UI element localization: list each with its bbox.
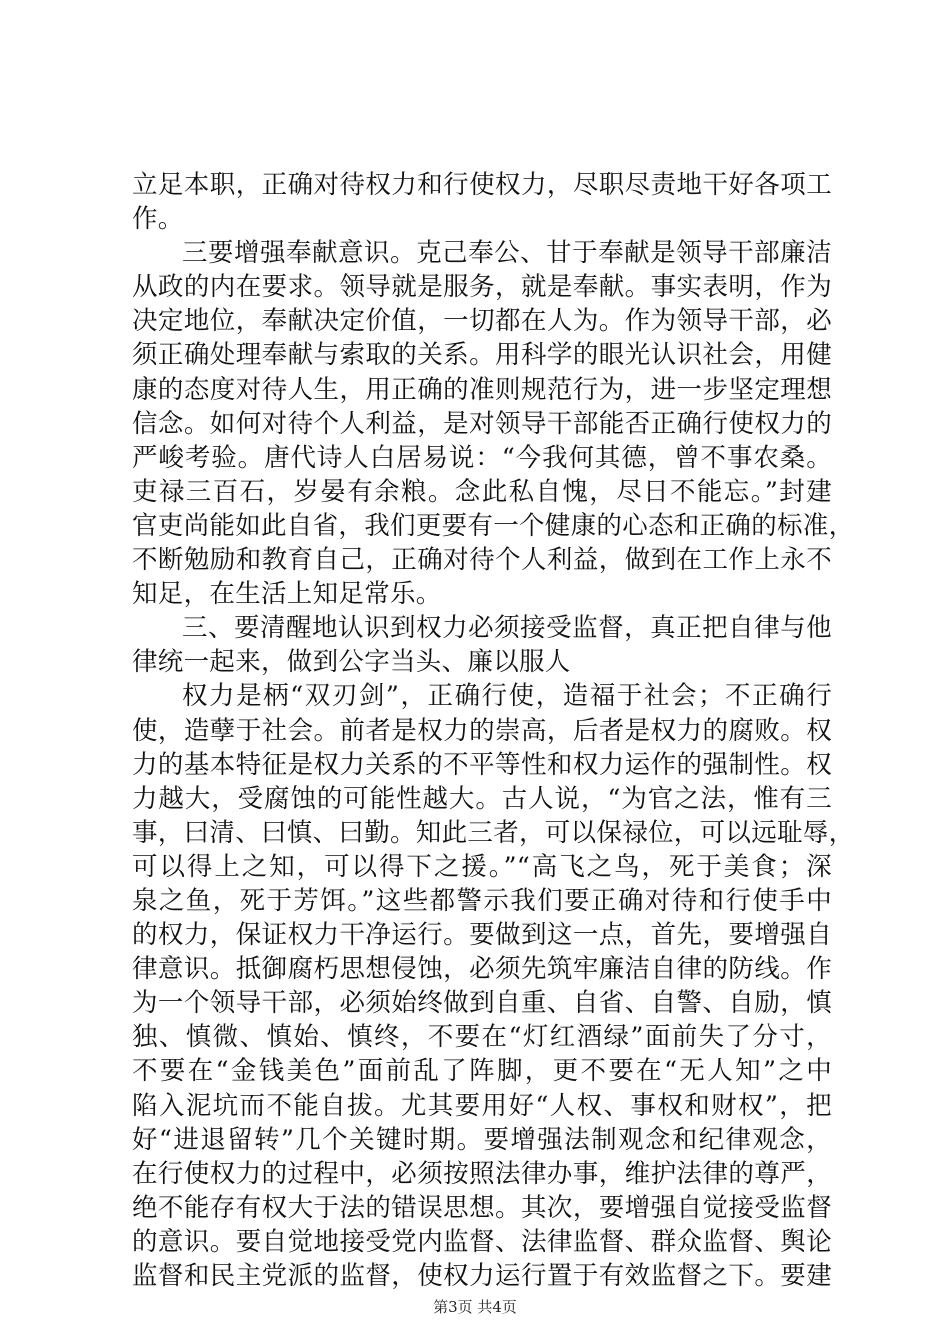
- text-line: 的意识。要自觉地接受党内监督、法律监督、群众监督、舆论: [132, 1226, 832, 1257]
- text-line: 绝不能存有权大于法的错误思想。其次，要增强自觉接受监督: [132, 1192, 832, 1223]
- text-line: 律统一起来，做到公字当头、廉以服人: [132, 647, 571, 678]
- text-line: 事，曰清、曰慎、曰勤。知此三者，可以保禄位，可以远耻辱，: [132, 817, 855, 848]
- text-line: 从政的内在要求。领导就是服务，就是奉献。事实表明，作为: [132, 272, 832, 303]
- text-line: 泉之鱼，死于芳饵。”这些都警示我们要正确对待和行使手中: [132, 885, 832, 916]
- text-line: 独、慎微、慎始、慎终，不要在“灯红酒绿”面前失了分寸，: [132, 1022, 832, 1053]
- text-line: 官吏尚能如此自省，我们更要有一个健康的心态和正确的标准，: [132, 510, 855, 541]
- text-line: 三要增强奉献意识。克己奉公、甘于奉献是领导干部廉洁: [182, 238, 832, 269]
- text-line: 使，造孽于社会。前者是权力的崇高，后者是权力的腐败。权: [132, 715, 832, 746]
- text-line: 力的基本特征是权力关系的不平等性和权力运作的强制性。权: [132, 749, 832, 780]
- text-line: 作。: [132, 204, 184, 235]
- text-line: 律意识。抵御腐朽思想侵蚀，必须先筑牢廉洁自律的防线。作: [132, 954, 832, 985]
- text-line: 知足，在生活上知足常乐。: [132, 579, 442, 610]
- text-line: 力越大，受腐蚀的可能性越大。古人说，“为官之法，惟有三: [132, 783, 832, 814]
- text-line: 好“进退留转”几个关键时期。要增强法制观念和纪律观念，: [132, 1124, 832, 1155]
- text-line: 在行使权力的过程中，必须按照法律办事，维护法律的尊严，: [132, 1158, 832, 1189]
- text-line: 严峻考验。唐代诗人白居易说：“今我何其德，曾不事农桑。: [132, 442, 832, 473]
- text-line: 陷入泥坑而不能自拔。尤其要用好“人权、事权和财权”，把: [132, 1090, 832, 1121]
- text-line: 须正确处理奉献与索取的关系。用科学的眼光认识社会，用健: [132, 340, 832, 371]
- text-line: 康的态度对待人生，用正确的准则规范行为，进一步坚定理想: [132, 374, 832, 405]
- text-line: 不断勉励和教育自己，正确对待个人利益，做到在工作上永不: [132, 545, 832, 576]
- page-footer: 第3页 共4页: [433, 1298, 517, 1316]
- text-line: 信念。如何对待个人利益，是对领导干部能否正确行使权力的: [132, 408, 832, 439]
- text-line: 吏禄三百石，岁晏有余粮。念此私自愧，尽日不能忘。”封建: [132, 476, 832, 507]
- text-line: 三、要清醒地认识到权力必须接受监督，真正把自律与他: [182, 613, 832, 644]
- text-line: 权力是柄“双刃剑”，正确行使，造福于社会；不正确行: [182, 681, 832, 712]
- text-line: 为一个领导干部，必须始终做到自重、自省、自警、自励，慎: [132, 988, 832, 1019]
- text-line: 决定地位，奉献决定价值，一切都在人为。作为领导干部，必: [132, 306, 832, 337]
- text-line: 不要在“金钱美色”面前乱了阵脚，更不要在“无人知”之中: [132, 1056, 832, 1087]
- text-line: 的权力，保证权力干净运行。要做到这一点，首先，要增强自: [132, 920, 832, 951]
- text-line: 立足本职，正确对待权力和行使权力，尽职尽责地干好各项工: [132, 170, 832, 200]
- text-line: 监督和民主党派的监督，使权力运行置于有效监督之下。要建: [132, 1261, 832, 1291]
- body-text: [132, 168, 855, 1293]
- text-line: 可以得上之知，可以得下之援。”“高飞之鸟，死于美食；深: [132, 851, 832, 882]
